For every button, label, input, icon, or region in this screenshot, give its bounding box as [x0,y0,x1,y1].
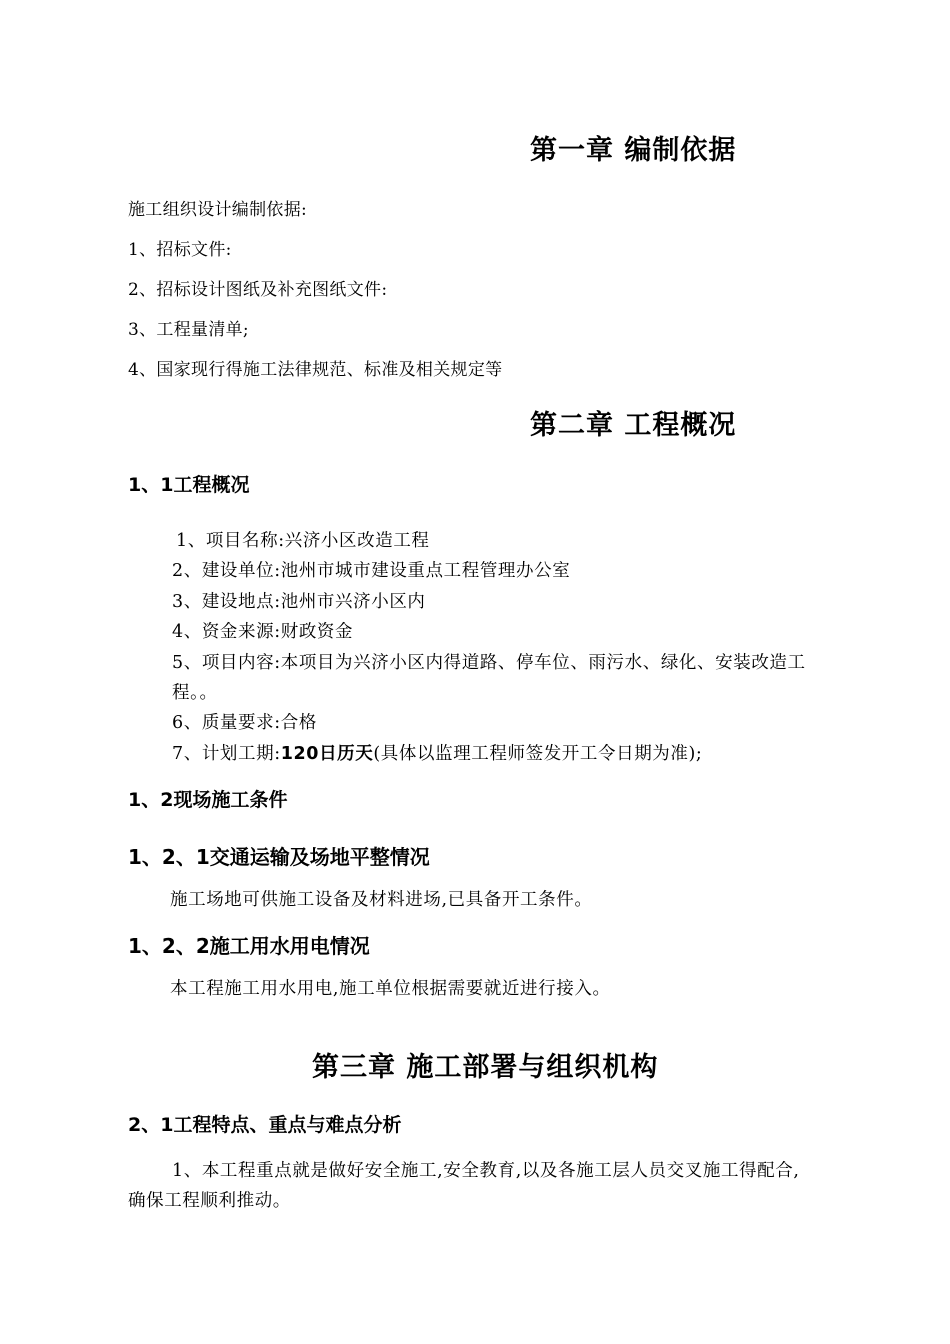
schedule-days: 120日历天 [280,744,374,764]
project-item-5-cont: 程。。 [172,683,218,703]
section-1-2-1-heading: 1、2、1交通运输及场地平整情况 [128,845,430,869]
chapter-3-title: 第三章 施工部署与组织机构 [312,1052,659,1083]
section-1-2-2-text: 本工程施工用水用电,施工单位根据需要就近进行接入。 [170,979,611,999]
chapter-1-item-4: 4、国家现行得施工法律规范、标准及相关规定等 [128,360,503,380]
schedule-note: (具体以监理工程师签发开工令日期为准); [373,744,703,764]
section-1-2-2-heading: 1、2、2施工用水用电情况 [128,934,370,958]
project-item-6: 6、质量要求:合格 [172,713,317,733]
chapter-1-item-1: 1、招标文件: [128,240,232,260]
section-1-2-1-text: 施工场地可供施工设备及材料进场,已具备开工条件。 [170,890,593,910]
chapter-1-item-3: 3、工程量清单; [128,320,249,340]
chapter-2-title: 第二章 工程概况 [530,410,737,441]
chapter-1-title: 第一章 编制依据 [530,135,737,166]
project-item-1: 1、项目名称:兴济小区改造工程 [176,531,430,551]
project-item-2: 2、建设单位:池州市城市建设重点工程管理办公室 [172,561,571,581]
schedule-prefix: 7、计划工期: [172,744,281,764]
chapter-1-item-2: 2、招标设计图纸及补充图纸文件: [128,280,388,300]
section-2-1-heading: 2、1工程特点、重点与难点分析 [128,1114,402,1136]
section-2-1-line-1: 1、本工程重点就是做好安全施工,安全教育,以及各施工层人员交叉施工得配合, [172,1161,800,1181]
chapter-1-intro: 施工组织设计编制依据: [128,200,308,220]
project-item-5: 5、项目内容:本项目为兴济小区内得道路、停车位、雨污水、绿化、安装改造工 [172,653,806,673]
project-item-3: 3、建设地点:池州市兴济小区内 [172,592,426,612]
section-1-1-heading: 1、1工程概况 [128,474,250,496]
section-1-2-heading: 1、2现场施工条件 [128,789,288,811]
project-item-4: 4、资金来源:财政资金 [172,622,354,642]
section-2-1-line-2: 确保工程顺利推动。 [128,1191,291,1211]
project-item-7 [172,740,702,765]
